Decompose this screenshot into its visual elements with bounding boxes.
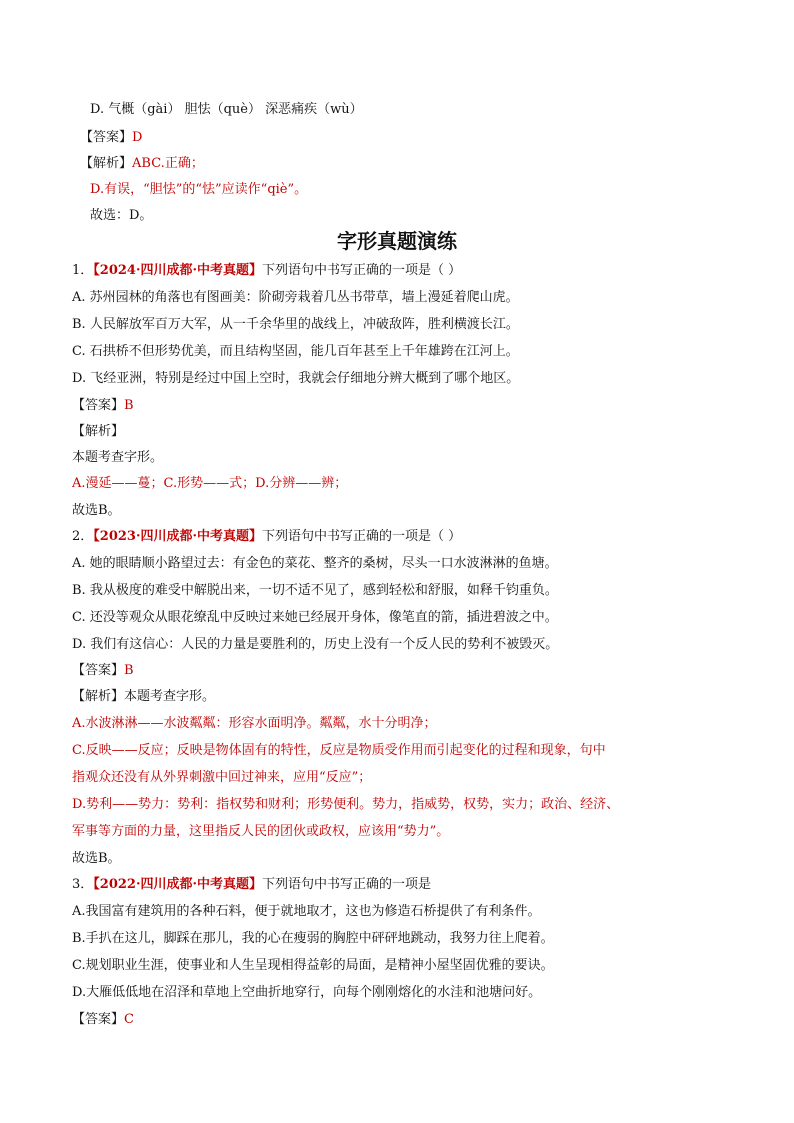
- q3-answer: [72, 1011, 732, 1029]
- q3-stem: [72, 876, 732, 894]
- q2-choice: 故选B。: [72, 851, 121, 866]
- q2-analysis-tag: 【解析】: [72, 689, 125, 704]
- q2-analysis-d2: 军事等方面的力量，这里指反人民的团伙或政权，应该用“势力”。: [72, 824, 450, 839]
- q2-analysis-c2: 指观众还没有从外界刺激中回过神来，应用“反应”；: [72, 770, 372, 785]
- analysis-d: D.有误，“胆怯”的“怯”应读作“qiè”。: [90, 182, 308, 197]
- q2-answer-value: B: [124, 663, 134, 678]
- q1-analysis-line1: 本题考查字形。: [72, 450, 164, 465]
- q2-analysis-d1: D.势利——势力：势利：指权势和财利；形势便利。势力，指威势，权势，实力；政治、经济、: [72, 797, 620, 812]
- q3-option-d: D.大雁低低地在沼泽和草地上空曲折地穿行，向每个刚刚熔化的水洼和池塘问好。: [72, 985, 542, 1000]
- q1-answer-value: B: [124, 398, 134, 413]
- q2-option-a: A. 她的眼睛顺小路望过去：有金色的菜花、整齐的桑树，尽头一口水波淋淋的鱼塘。: [72, 556, 558, 571]
- q2-analysis: [72, 688, 732, 706]
- choice-line: 故选：D。: [90, 208, 153, 223]
- q1-option-c: C. 石拱桥不但形势优美，而且结构坚固，能几百年甚至上千年雄跨在江河上。: [72, 344, 519, 359]
- analysis-text: ABC.正确；: [132, 156, 204, 171]
- q3-number: 3．: [72, 877, 94, 892]
- analysis-tag: 【解析】: [80, 156, 133, 171]
- q2-analysis-a: A.水波淋淋——水波粼粼：形容水面明净。粼粼，水十分明净；: [72, 716, 437, 731]
- q1-option-b: B. 人民解放军百万大军，从一千余华里的战线上，冲破敌阵，胜利横渡长江。: [72, 317, 519, 332]
- q2-number: 2．: [72, 529, 94, 544]
- q3-source: 【2022·四川成都·中考真题】: [93, 877, 263, 892]
- q1-answer: [72, 397, 732, 415]
- answer-tag: 【答案】: [80, 130, 133, 145]
- q2-source: 【2023·四川成都·中考真题】: [93, 529, 263, 544]
- answer-value: D: [132, 130, 143, 145]
- q1-option-a: A. 苏州园林的角落也有图画美：阶砌旁栽着几丛书带草，墙上漫延着爬山虎。: [72, 290, 519, 305]
- q2-option-c: C. 还没等观众从眼花缭乱中反映过来她已经展开身体，像笔直的箭，插进碧波之中。: [72, 610, 558, 625]
- answer-line: [80, 129, 740, 147]
- q1-stem-text: 下列语句中书写正确的一项是（ ）: [262, 263, 462, 278]
- q2-analysis-text: 本题考查字形。: [124, 689, 216, 704]
- q3-stem-text: 下列语句中书写正确的一项是: [262, 877, 432, 892]
- q2-option-b: B. 我从极度的难受中解脱出来，一切不适不见了，感到轻松和舒服，如释千钧重负。: [72, 583, 558, 598]
- q1-option-d: D. 飞经亚洲，特别是经过中国上空时，我就会仔细地分辨大概到了哪个地区。: [72, 371, 520, 386]
- q2-answer: [72, 662, 732, 680]
- q2-option-d: D. 我们有这信心：人民的力量是要胜利的，历史上没有一个反人民的势利不被毁灭。: [72, 637, 559, 652]
- option-d: D. 气概（gài） 胆怯（què） 深恶痛疾（wù）: [90, 102, 363, 117]
- q1-analysis-tag: 【解析】: [72, 424, 125, 439]
- q1-choice: 故选B。: [72, 503, 121, 518]
- q3-answer-tag: 【答案】: [72, 1012, 125, 1027]
- q2-stem-text: 下列语句中书写正确的一项是（ ）: [262, 529, 462, 544]
- q1-answer-tag: 【答案】: [72, 398, 125, 413]
- q2-answer-tag: 【答案】: [72, 663, 125, 678]
- q3-option-a: A.我国富有建筑用的各种石料，便于就地取才，这也为修造石桥提供了有利条件。: [72, 904, 541, 919]
- section-title: 字形真题演练: [337, 229, 457, 253]
- q1-number: 1．: [72, 263, 94, 278]
- q2-analysis-c1: C.反映——反应；反映是物体固有的特性，反应是物质受作用而引起变化的过程和现象，句中: [72, 743, 606, 758]
- q3-option-c: C.规划职业生涯，使事业和人生呈现相得益彰的局面，是精神小屋坚固优雅的要诀。: [72, 958, 554, 973]
- q1-stem: [72, 262, 732, 280]
- q3-option-b: B.手扒在这儿，脚踩在那儿，我的心在瘦弱的胸腔中砰砰地跳动，我努力往上爬着。: [72, 931, 554, 946]
- q3-answer-value: C: [124, 1012, 134, 1027]
- q1-source: 【2024·四川成都·中考真题】: [93, 263, 263, 278]
- analysis-line: [80, 155, 740, 173]
- q1-analysis-line2: A.漫延——蔓；C.形势——式；D.分辨——辨；: [72, 476, 348, 491]
- q2-stem: [72, 528, 732, 546]
